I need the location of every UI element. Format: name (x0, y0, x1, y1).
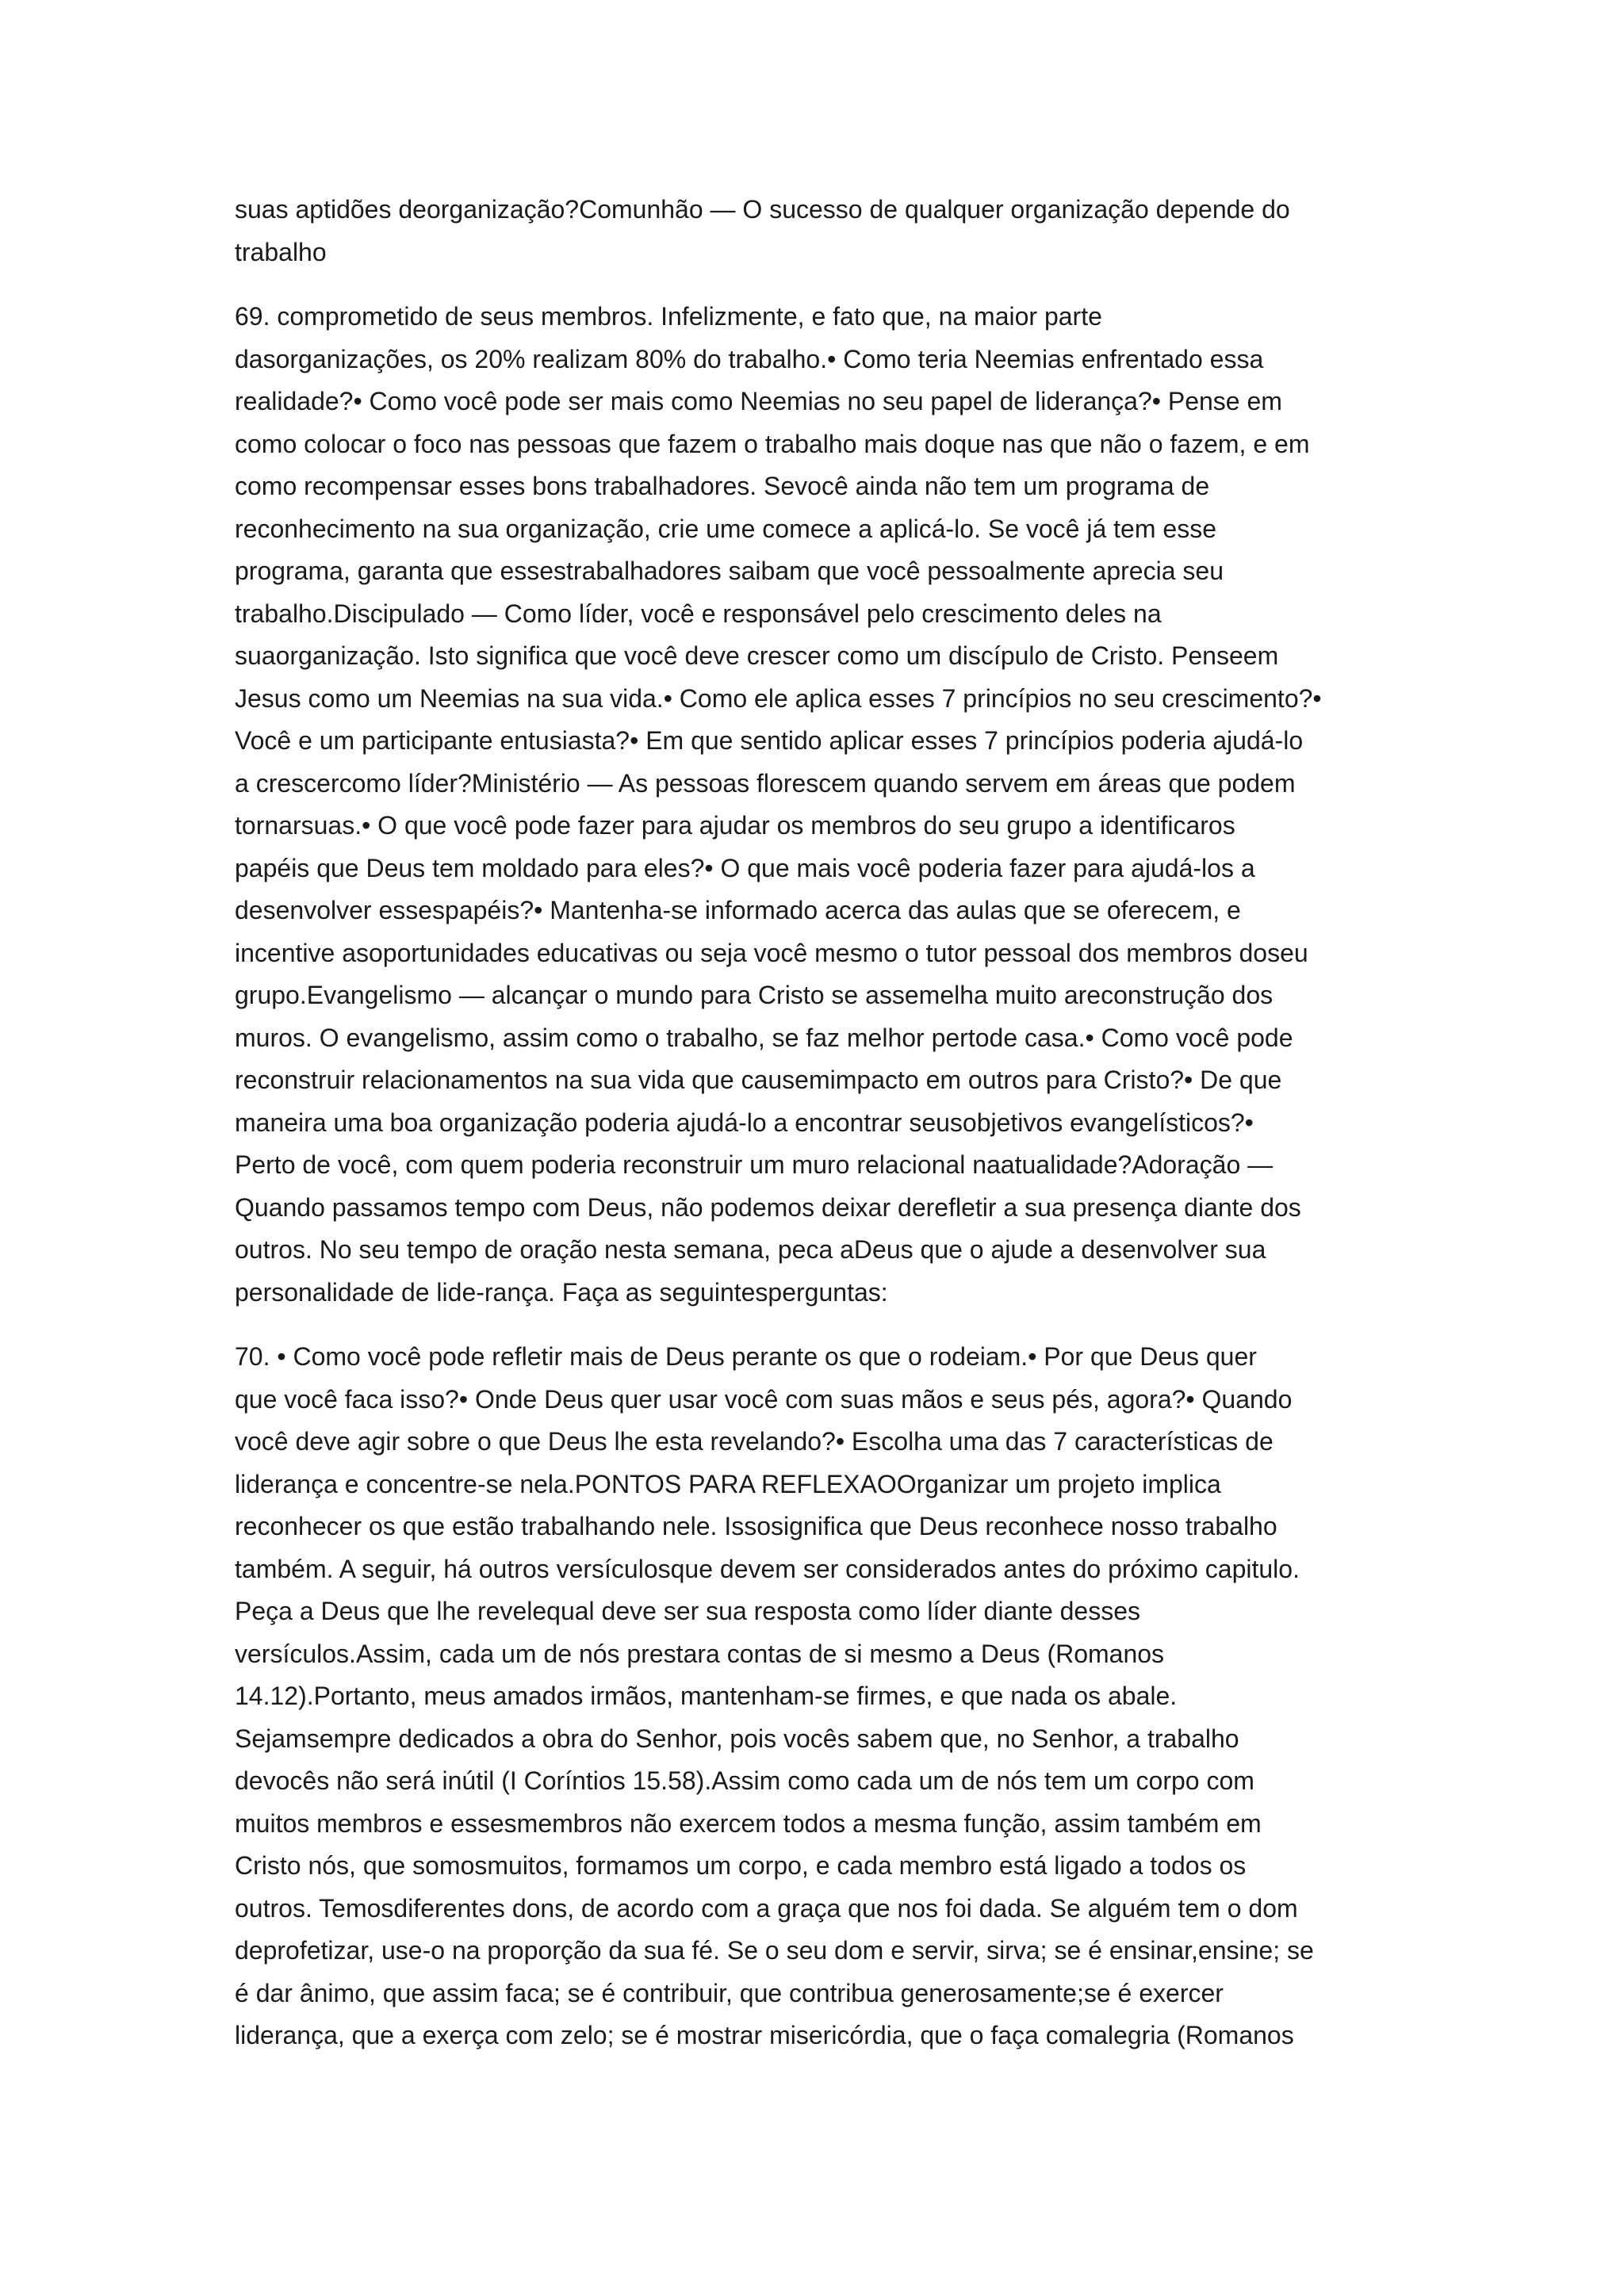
text-line: que você faca isso?• Onde Deus quer usar você com suas mãos e seus pés, agora?• Quando (235, 1384, 1293, 1414)
text-line: outros. No seu tempo de oração nesta semana, peca aDeus que o ajude a desenvolver sua (235, 1235, 1266, 1264)
text-line: 69. comprometido de seus membros. Infelizmente, e fato que, na maior parte (235, 302, 1102, 331)
text-line: você deve agir sobre o que Deus lhe esta revelando?• Escolha uma das 7 características de (235, 1427, 1274, 1456)
text-line: maneira uma boa organização poderia ajudá-lo a encontrar seusobjetivos evangelísticos?• (235, 1108, 1254, 1137)
text-line: reconhecimento na sua organização, crie ume comece a aplicá-lo. Se você já tem esse (235, 514, 1216, 543)
text-line: devocês não será inútil (I Coríntios 15.58).Assim como cada um de nós tem um corpo com (235, 1766, 1254, 1795)
text-line: muitos membros e essesmembros não exercem todos a mesma função, assim também em (235, 1808, 1262, 1838)
text-line: outros. Temosdiferentes dons, de acordo com a graça que nos foi dada. Se alguém tem o dom (235, 1893, 1298, 1923)
text-line: muros. O evangelismo, assim como o trabalho, se faz melhor pertode casa.• Como você pode (235, 1023, 1293, 1052)
text-line: reconstruir relacionamentos na sua vida que causemimpacto em outros para Cristo?• De que (235, 1066, 1282, 1094)
text-line: liderança e concentre-se nela.PONTOS PARA REFLEXAOOrganizar um projeto implica (235, 1469, 1221, 1498)
text-line: Sejamsempre dedicados a obra do Senhor, pois vocês sabem que, no Senhor, a trabalho (235, 1724, 1239, 1753)
text-line: programa, garanta que essestrabalhadores saibam que você pessoalmente aprecia seu (235, 557, 1224, 585)
text-line: é dar ânimo, que assim faca; se é contribuir, que contribua generosamente;se é exercer (235, 1978, 1224, 2007)
text-line: versículos.Assim, cada um de nós prestara contas de si mesmo a Deus (Romanos (235, 1639, 1165, 1668)
text-line: trabalho (235, 237, 327, 266)
text-line: 70. • Como você pode refletir mais de Deus perante os que o rodeiam.• Por que Deus quer (235, 1342, 1257, 1371)
text-line: suas aptidões deorganização?Comunhão — O sucesso de qualquer organização depende do (235, 195, 1290, 224)
text-line: Perto de você, com quem poderia reconstruir um muro relacional naatualidade?Adoração — (235, 1150, 1274, 1179)
text-line: grupo.Evangelismo — alcançar o mundo para Cristo se assemelha muito areconstrução dos (235, 981, 1274, 1009)
text-line: deprofetizar, use-o na proporção da sua fé. Se o seu dom e servir, sirva; se é ensinar,ensine; se (235, 1936, 1314, 1965)
text-line: a crescercomo líder?Ministério — As pessoas florescem quando servem em áreas que podem (235, 768, 1296, 798)
text-line: tornarsuas.• O que você pode fazer para ajudar os membros do seu grupo a identificaros (235, 811, 1235, 840)
paragraph (235, 189, 1416, 274)
text-line: trabalho.Discipulado — Como líder, você e responsável pelo crescimento deles na (235, 599, 1162, 628)
text-line: dasorganizações, os 20% realizam 80% do trabalho.• Como teria Neemias enfrentado essa (235, 344, 1264, 373)
text-line: Quando passamos tempo com Deus, não podemos deixar derefletir a sua presença diante dos (235, 1192, 1301, 1222)
text-line: suaorganização. Isto significa que você deve crescer como um discípulo de Cristo. Penseem (235, 641, 1279, 670)
text-line: personalidade de lide-rança. Faça as seguintesperguntas: (235, 1277, 888, 1307)
text-line: papéis que Deus tem moldado para eles?• O que mais você poderia fazer para ajudá-los a (235, 853, 1255, 882)
text-line: desenvolver essespapéis?• Mantenha-se informado acerca das aulas que se oferecem, e (235, 896, 1241, 924)
document-body (235, 189, 1416, 2080)
text-line: como colocar o foco nas pessoas que fazem o trabalho mais doque nas que não o fazem, e em (235, 429, 1310, 458)
text-line: Peça a Deus que lhe revelequal deve ser sua resposta como líder diante desses (235, 1597, 1141, 1625)
text-line: 14.12).Portanto, meus amados irmãos, mantenham-se firmes, e que nada os abale. (235, 1682, 1178, 1710)
text-line: Jesus como um Neemias na sua vida.• Como ele aplica esses 7 princípios no seu crescimento?• (235, 683, 1322, 713)
paragraph (235, 296, 1416, 1314)
text-line: Você e um participante entusiasta?• Em que sentido aplicar esses 7 princípios poderia ajudá-lo (235, 726, 1304, 755)
text-line: também. A seguir, há outros versículosque devem ser considerados antes do próximo capitulo. (235, 1554, 1300, 1583)
text-line: incentive asoportunidades educativas ou seja você mesmo o tutor pessoal dos membros doseu (235, 938, 1308, 967)
text-line: Cristo nós, que somosmuitos, formamos um corpo, e cada membro está ligado a todos os (235, 1851, 1247, 1880)
text-line: como recompensar esses bons trabalhadores. Sevocê ainda não tem um programa de (235, 472, 1210, 500)
text-line: liderança, que a exerça com zelo; se é mostrar misericórdia, que o faça comalegria (Romanos (235, 2021, 1294, 2049)
paragraph (235, 1336, 1416, 2057)
text-line: reconhecer os que estão trabalhando nele. Issosignifica que Deus reconhece nosso trabalho (235, 1512, 1277, 1540)
text-line: realidade?• Como você pode ser mais como Neemias no seu papel de liderança?• Pense em (235, 387, 1282, 415)
